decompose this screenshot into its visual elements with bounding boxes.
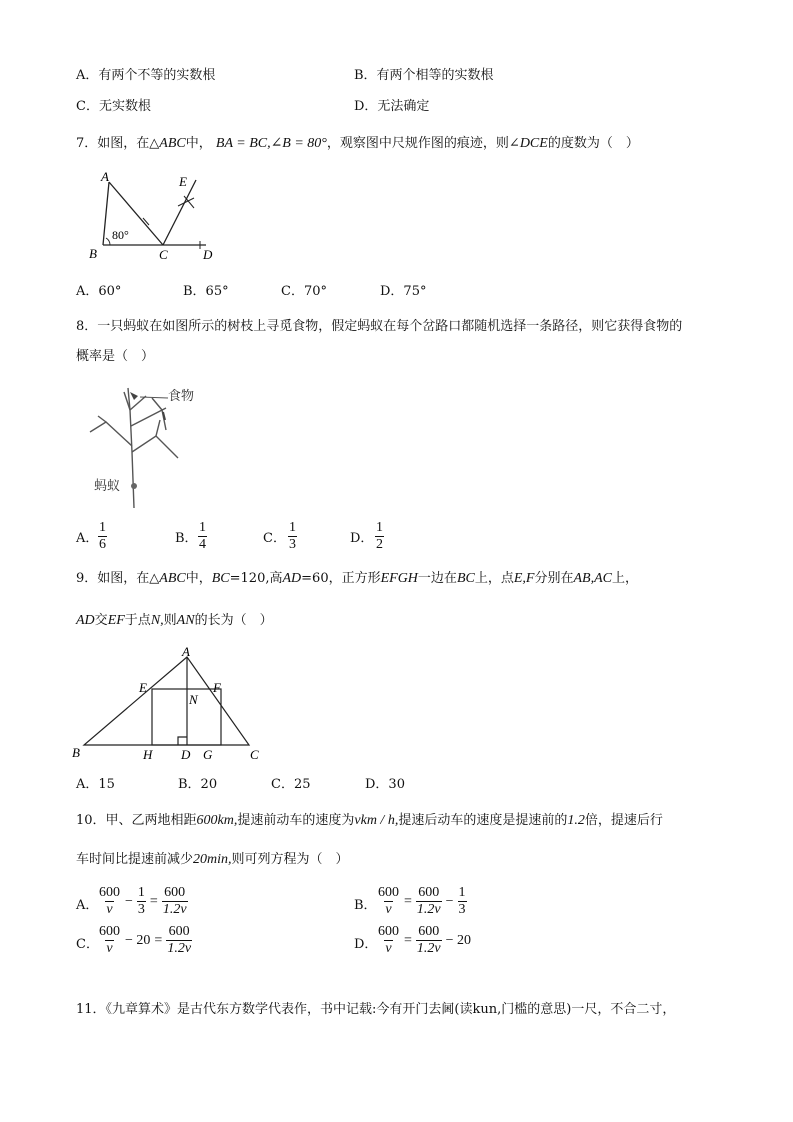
q8-option-a: A． <box>76 531 99 546</box>
q8-option-d: D． <box>350 531 374 546</box>
q6-option-c: C．无实数根 <box>76 99 151 114</box>
q9-label-n: N <box>189 692 198 707</box>
q8-option-d-fraction: $\frac{1}{2}$ <box>376 520 383 552</box>
q9-option-b: B．20 <box>178 777 218 792</box>
q10-option-a-label: A． <box>76 898 99 913</box>
q7-label-e: E <box>179 174 187 189</box>
q10-option-c-equation: $\frac{600}{v}$ − 20 = $\frac{600}{1.2v}$ <box>99 924 192 956</box>
q10-option-c-label: C． <box>76 937 99 952</box>
q10-stem-line2: 车时间比提速前减少20min,则可列方程为（ ） <box>76 852 349 867</box>
q6-option-d: D．无法确定 <box>354 99 430 114</box>
q10-option-d-equation: $\frac{600}{v}$ = $\frac{600}{1.2v}$ − 20 <box>378 924 472 956</box>
q8-ant-label: 蚂蚁 <box>94 478 121 493</box>
q9-option-a: A．15 <box>76 777 115 792</box>
q8-figure <box>86 380 216 510</box>
q10-stem-line1: 10．甲、乙两地相距600km,提速前动车的速度为vkm / h,提速后动车的速度是提速前的1.2倍，提速后行 <box>76 813 663 828</box>
q10-option-a-equation: $\frac{600}{v}$ − $\frac{1}{3}$ = $\frac{600}{1.2v}$ <box>99 885 187 917</box>
q9-option-c: C．25 <box>271 777 311 792</box>
q9-label-e: E <box>139 680 147 695</box>
q7-option-d: D．75° <box>380 284 427 299</box>
q8-option-b: B． <box>175 531 198 546</box>
q8-stem-line2: 概率是（ ） <box>76 349 155 364</box>
q8-food-label: 食物 <box>168 388 195 403</box>
q9-figure <box>70 645 270 765</box>
q9-option-d: D．30 <box>365 777 405 792</box>
q6-option-a: A．有两个不等的实数根 <box>76 68 216 83</box>
q7-option-b: B．65° <box>183 284 229 299</box>
q10-option-b-label: B． <box>354 898 377 913</box>
q7-angle-label: 80° <box>112 228 129 242</box>
q9-stem-line1: 9．如图，在△ABC中，BC=120,高AD=60，正方形EFGH一边在BC上，点E,F分别在AB,AC上， <box>76 571 638 586</box>
q9-stem-line2: AD交EF于点N,则AN的长为（ ） <box>76 613 273 628</box>
q9-label-d: D <box>181 747 191 762</box>
q9-label-h: H <box>143 747 153 762</box>
q10-option-d-label: D． <box>354 937 378 952</box>
q7-label-c: C <box>159 247 168 262</box>
q7-label-d: D <box>203 247 213 262</box>
q8-option-c-fraction: $\frac{1}{3}$ <box>289 520 296 552</box>
q7-label-a: A <box>101 169 109 184</box>
q9-label-g: G <box>203 747 213 762</box>
q7-figure <box>86 168 216 263</box>
q7-option-c: C．70° <box>281 284 327 299</box>
q9-label-b: B <box>72 745 80 760</box>
q9-label-c: C <box>250 747 259 762</box>
q8-option-c: C． <box>263 531 286 546</box>
q7-option-a: A．60° <box>76 284 122 299</box>
q9-label-f: F <box>213 680 221 695</box>
q8-option-a-fraction: $\frac{1}{6}$ <box>99 520 106 552</box>
q9-label-a: A <box>182 645 190 659</box>
q7-stem: 7．如图，在△ABC中， BA = BC,∠B = 80°，观察图中尺规作图的痕迹，则∠DCE的度数为（ ） <box>76 136 639 151</box>
q8-stem-line1: 8．一只蚂蚁在如图所示的树枝上寻觅食物，假定蚂蚁在每个岔路口都随机选择一条路径，则它获得食物的 <box>76 319 683 334</box>
q8-option-b-fraction: $\frac{1}{4}$ <box>199 520 206 552</box>
q6-option-b: B．有两个相等的实数根 <box>354 68 494 83</box>
q7-label-b: B <box>89 246 97 261</box>
q10-option-b-equation: $\frac{600}{v}$ = $\frac{600}{1.2v}$ − $\frac{1}{3}$ <box>378 885 466 917</box>
q11-stem-line1: 11．《九章算术》是古代东方数学代表作，书中记载:今有开门去阃(读kun,门槛的意思)一尺，不合二寸， <box>76 1002 676 1017</box>
